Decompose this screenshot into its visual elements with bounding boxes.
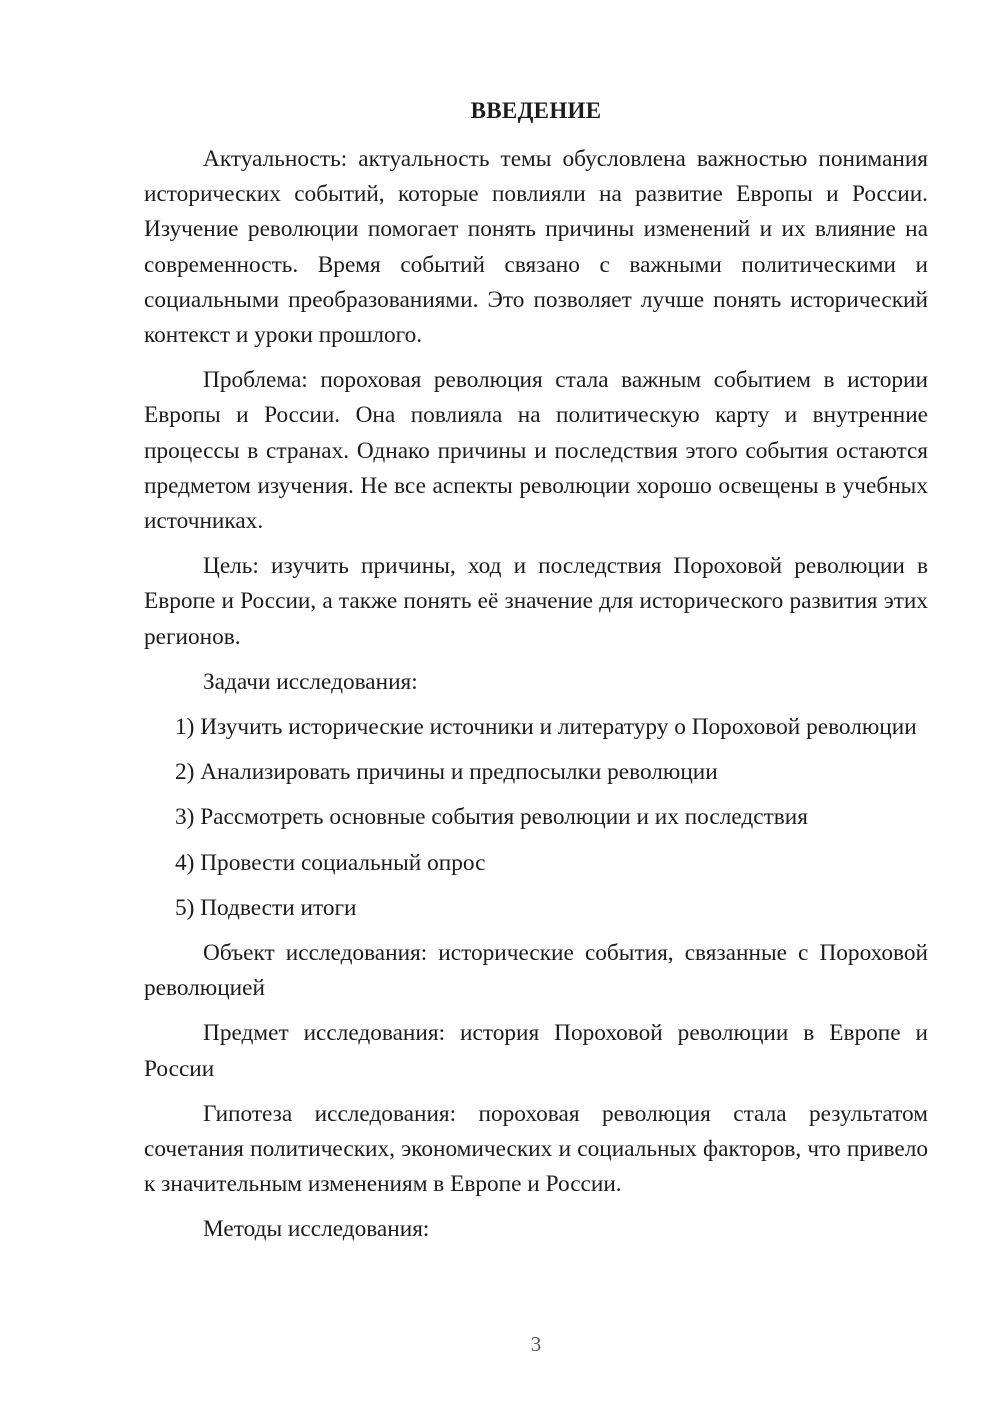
page-title: ВВЕДЕНИЕ bbox=[470, 98, 602, 123]
task-item-4: 4) Провести социальный опрос bbox=[175, 849, 486, 876]
problem-paragraph: Проблема: пороховая революция стала важным событием в истории Европы и России. Она повлияла на политическую карту и внутренние процессы в странах. Однако причины и последствия этого события остаются предметом изучения. Не все аспекты революции хорошо освещены в учебных источниках. bbox=[144, 367, 928, 535]
hypothesis-paragraph: Гипотеза исследования: пороховая революция стала результатом сочетания политических, экономических и социальных факторов, что привело к значительным изменениям в Европе и России. bbox=[144, 1100, 928, 1198]
document-body bbox=[144, 142, 928, 1258]
relevance-paragraph: Актуальность: актуальность темы обусловлена важностью понимания исторических событий, которые повлияли на развитие Европы и России. Изучение революции помогает понять причины изменений и их влияние на современность. Время событий связано с важными политическими и социальными преобразованиями. Это позволяет лучше понять исторический контекст и уроки прошлого. bbox=[144, 146, 928, 349]
methods-heading: Методы исследования: bbox=[203, 1216, 430, 1243]
task-item-1: 1) Изучить исторические источники и литературу о Пороховой революции bbox=[175, 714, 917, 741]
goal-paragraph: Цель: изучить причины, ход и последствия Пороховой революции в Европе и России, а также понять её значение для исторического развития этих регионов. bbox=[144, 553, 928, 650]
page-number: 3 bbox=[530, 1332, 542, 1356]
task-item-2: 2) Анализировать причины и предпосылки революции bbox=[175, 759, 718, 786]
task-item-5: 5) Подвести итоги bbox=[175, 894, 357, 921]
tasks-heading: Задачи исследования: bbox=[203, 668, 418, 695]
subject-paragraph: Предмет исследования: история Пороховой революции в Европе и России bbox=[144, 1020, 928, 1082]
task-item-3: 3) Рассмотреть основные события революции и их последствия bbox=[175, 804, 808, 831]
object-paragraph: Объект исследования: исторические события, связанные с Пороховой революцией bbox=[144, 940, 928, 1002]
